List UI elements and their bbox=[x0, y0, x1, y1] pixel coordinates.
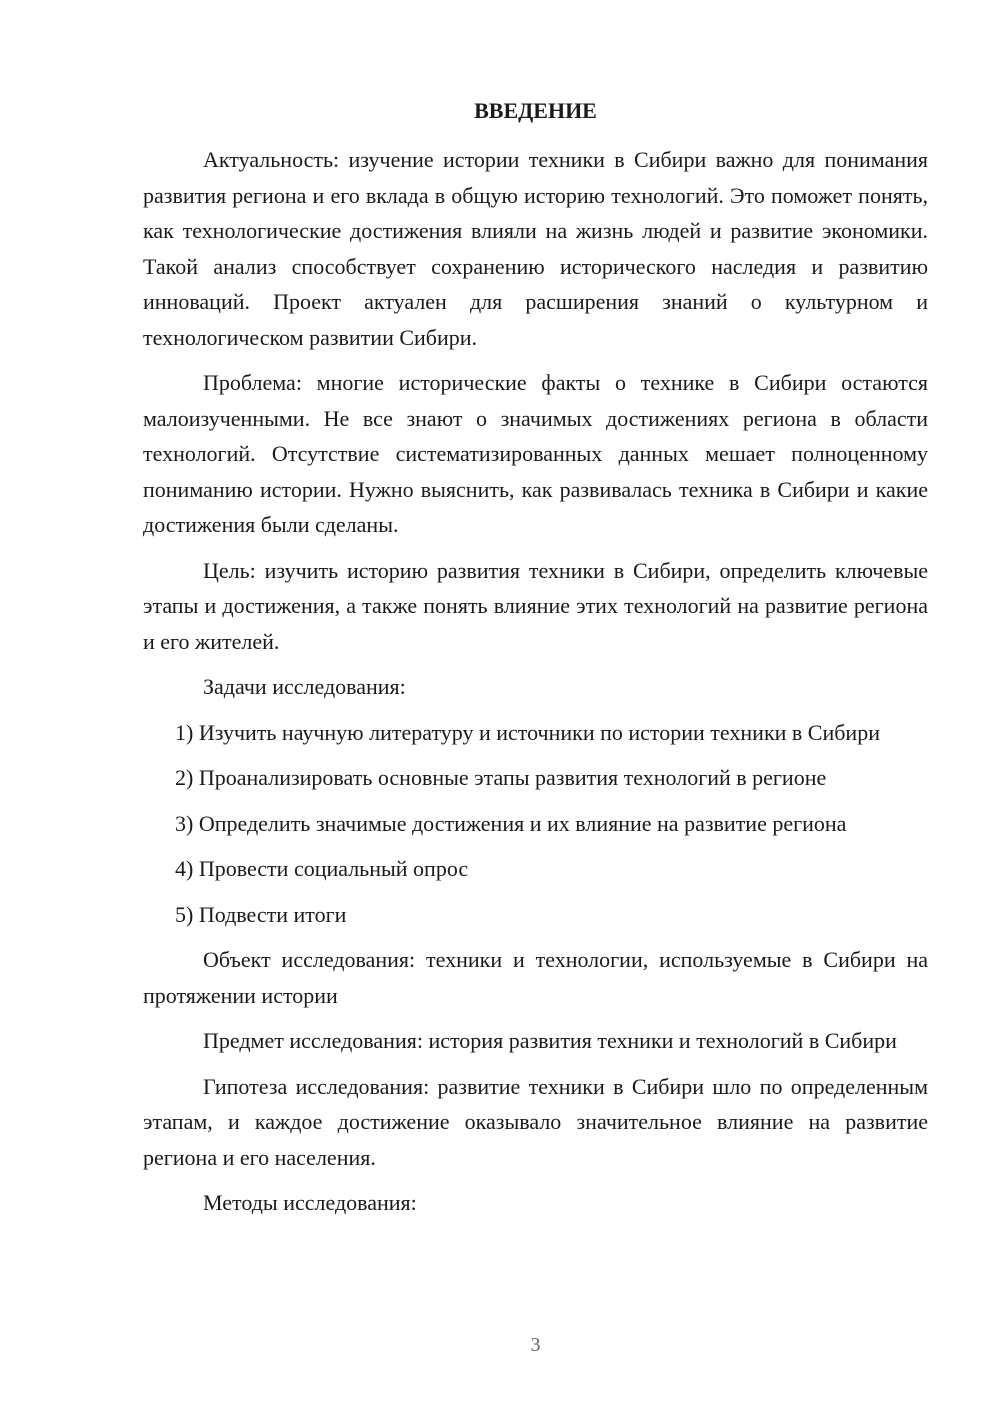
task-item: 2) Проанализировать основные этапы развития технологий в регионе bbox=[175, 765, 827, 790]
task-item: 5) Подвести итоги bbox=[175, 901, 347, 927]
methods-heading: Методы исследования: bbox=[203, 1190, 417, 1215]
task-item: 4) Провести социальный опрос bbox=[175, 856, 469, 881]
tasks-list bbox=[143, 715, 928, 933]
paragraph-object: Объект исследования: техники и технологии, используемые в Сибири на протяжении истории bbox=[143, 947, 928, 1008]
document-page bbox=[143, 0, 928, 1414]
task-item: 1) Изучить научную литературу и источники по истории техники в Сибири bbox=[175, 719, 880, 745]
paragraph-problem: Проблема: многие исторические факты о технике в Сибири остаются малоизученными. Не все знают о значимых достижениях региона в области технологий. Отсутствие систематизированных данных мешает полноценному пониманию истории. Нужно выяснить, как развивалась техника в Сибири и какие достижения были сделаны. bbox=[143, 370, 928, 537]
document-body bbox=[143, 142, 928, 1231]
page-title: ВВЕДЕНИЕ bbox=[474, 98, 597, 123]
paragraph-subject: Предмет исследования: история развития техники и технологий в Сибири bbox=[203, 1028, 897, 1053]
paragraph-relevance: Актуальность: изучение истории техники в Сибири важно для понимания развития региона и его вклада в общую историю технологий. Это поможет понять, как технологические достижения влияли на жизнь людей и развитие экономики. Такой анализ способствует сохранению исторического наследия и развитию инноваций. Проект актуален для расширения знаний о культурном и технологическом развитии Сибири. bbox=[143, 147, 928, 350]
paragraph-hypothesis: Гипотеза исследования: развитие техники в Сибири шло по определенным этапам, и каждое достижение оказывало значительное влияние на развитие региона и его населения. bbox=[143, 1073, 928, 1170]
paragraph-goal: Цель: изучить историю развития техники в Сибири, определить ключевые этапы и достижения, а также понять влияние этих технологий на развитие региона и его жителей. bbox=[143, 557, 928, 654]
tasks-heading: Задачи исследования: bbox=[203, 674, 406, 699]
task-item: 3) Определить значимые достижения и их влияние на развитие региона bbox=[175, 810, 847, 836]
page-number: 3 bbox=[530, 1334, 541, 1356]
